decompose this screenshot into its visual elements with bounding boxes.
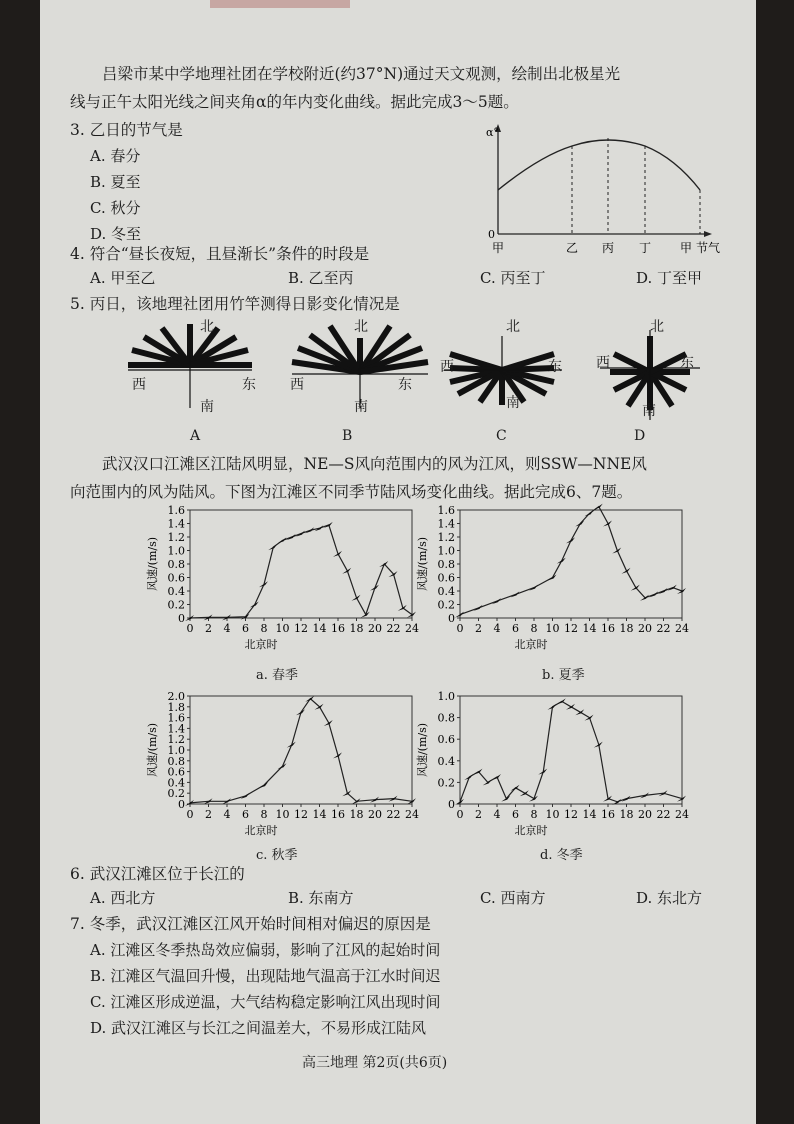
wind-xtick-label-d: 4 (493, 808, 501, 821)
wind-caption-b: b. 夏季 (542, 668, 585, 683)
wind-ytick-label-b: 1.0 (437, 544, 455, 558)
wind-xtick-label-a: 20 (368, 622, 382, 635)
wind-xtick-label-c: 18 (349, 808, 364, 821)
q6-option-b: B. 东南方 (288, 889, 354, 907)
q7-option-c: C. 江滩区形成逆温，大气结构稳定影响江风出现时间 (90, 993, 441, 1011)
wind-ytick-label-c: 0.2 (167, 787, 185, 801)
wind-line-d (460, 701, 682, 801)
wind-ytick-label-b: 0.6 (437, 571, 455, 585)
wind-caption-d: d. 冬季 (540, 848, 583, 863)
wind-vector-b (511, 591, 520, 597)
q6-option-c: C. 西南方 (480, 889, 546, 907)
wind-xtick-label-b: 22 (656, 622, 671, 635)
wind-xtick-label-d: 8 (530, 808, 538, 821)
q7-option-d: D. 武汉江滩区与长江之间温差大，不易形成江陆风 (90, 1019, 427, 1037)
wind-xtick-label-b: 0 (456, 622, 464, 635)
wind-vector-b (659, 588, 668, 594)
q4-option-b: B. 乙至丙 (288, 269, 354, 287)
wind-xlabel-a: 北京时 (244, 638, 278, 651)
wind-xtick-label-c: 12 (294, 808, 308, 821)
alpha-x-label-3: 丁 (639, 241, 652, 255)
wind-vector-b (492, 598, 501, 604)
q3-option-d: D. 冬至 (90, 225, 142, 243)
wind-ytick-label-c: 1.0 (167, 744, 185, 757)
wind-vector-d (483, 779, 492, 785)
wind-vector-a (389, 571, 398, 577)
wind-charts (40, 500, 756, 870)
wind-xtick-label-c: 2 (205, 808, 212, 821)
intro-paragraph-line1: 吕梁市某中学地理社团在学校附近(约37°N)通过天文观测，绘制出北极星光 (102, 65, 621, 83)
wind-xtick-label-b: 20 (638, 622, 652, 635)
wind-ylabel-a: 风速/(m/s) (146, 536, 159, 592)
wind-ytick-label-c: 0.4 (167, 776, 185, 790)
wind-ytick-label-b: 1.6 (437, 504, 455, 517)
diagram-c-east: 东 (548, 359, 562, 375)
wind-vector-b (585, 510, 594, 516)
wind-xtick-label-b: 18 (619, 622, 634, 635)
wind-xtick-label-d: 24 (675, 808, 689, 821)
diagram-b-label: B (342, 428, 353, 444)
wind-xtick-label-d: 12 (564, 808, 578, 821)
wind-ytick-label-d: 0 (448, 798, 455, 811)
wind-xtick-label-d: 20 (638, 808, 652, 821)
wind-ytick-label-a: 1.6 (167, 504, 185, 517)
wind-vector-b (640, 595, 649, 601)
wind-xtick-label-d: 14 (582, 808, 597, 821)
alpha-x-title: 节气 (696, 241, 721, 255)
alpha-x-arrow (704, 231, 712, 237)
diagram-a-east: 东 (242, 377, 256, 393)
question-3-stem: 3. 乙日的节气是 (70, 121, 183, 139)
wind-ytick-label-b: 0.2 (437, 598, 455, 612)
wind-ytick-label-b: 1.4 (437, 517, 455, 531)
wind-line-b (460, 507, 682, 615)
diagram-d-south: 南 (642, 403, 656, 419)
wind-ytick-label-a: 1.0 (167, 544, 185, 558)
wind-ytick-label-d: 0.2 (437, 776, 455, 790)
wind-xtick-label-a: 16 (331, 622, 345, 635)
wind-vector-a (250, 602, 259, 608)
wind-ytick-label-c: 2.0 (167, 690, 185, 703)
wind-line-c (190, 699, 412, 803)
q6-option-d: D. 东北方 (636, 889, 703, 907)
wind-xtick-label-b: 10 (545, 622, 560, 635)
wind-xtick-label-c: 16 (331, 808, 345, 821)
diagram-c-label: C (496, 428, 507, 444)
diagram-b-east: 东 (398, 377, 412, 393)
q7-option-b: B. 江滩区气温回升慢，出现陆地气温高于江水时间迟 (90, 967, 441, 985)
wind-xtick-label-c: 0 (186, 808, 194, 821)
page-edge-mark (210, 0, 350, 8)
wind-ytick-label-c: 1.4 (167, 722, 185, 736)
alpha-origin: 0 (488, 228, 495, 241)
wind-ytick-label-a: 0.8 (167, 558, 185, 571)
wind-ytick-label-a: 1.2 (167, 531, 185, 544)
wind-ylabel-c: 风速/(m/s) (146, 722, 159, 778)
wind-ytick-label-b: 0.8 (437, 558, 455, 571)
question-6-stem: 6. 武汉江滩区位于长江的 (70, 865, 245, 883)
diagram-d-north: 北 (650, 319, 664, 335)
wind-xlabel-c: 北京时 (244, 824, 278, 837)
intro-paragraph-line2: 线与正午太阳光线之间夹角α的年内变化曲线。据此完成3～5题。 (70, 93, 519, 111)
wind-ytick-label-d: 1.0 (437, 690, 455, 703)
wind-xtick-label-c: 10 (275, 808, 290, 821)
wind-ytick-label-c: 0.8 (167, 754, 185, 768)
wind-ytick-label-a: 1.4 (167, 517, 185, 531)
wind-frame-d (460, 696, 682, 804)
wind-vector-a (296, 531, 305, 537)
q4-option-c: C. 丙至丁 (480, 269, 546, 287)
wind-ytick-label-a: 0 (178, 612, 185, 625)
alpha-x-label-2: 丙 (602, 241, 615, 255)
wind-xtick-label-a: 14 (312, 622, 327, 635)
wind-xtick-label-b: 2 (475, 622, 482, 635)
wind-xtick-label-c: 22 (386, 808, 401, 821)
wind-frame-b (460, 510, 682, 618)
wind-xtick-label-c: 8 (260, 808, 268, 821)
wind-ytick-label-c: 1.2 (167, 733, 185, 747)
wind-xtick-label-d: 2 (475, 808, 482, 821)
wind-xlabel-b: 北京时 (514, 638, 548, 651)
wind-xtick-label-d: 10 (545, 808, 560, 821)
diagram-d-west: 西 (596, 355, 610, 371)
question-7-stem: 7. 冬季，武汉江滩区江风开始时间相对偏迟的原因是 (70, 915, 431, 933)
question-4-stem: 4. 符合“昼长夜短，且昼渐长”条件的时段是 (70, 245, 370, 263)
wind-ytick-label-c: 1.8 (167, 700, 185, 714)
diagram-b-north: 北 (354, 319, 368, 335)
question-5-stem: 5. 丙日，该地理社团用竹竿测得日影变化情况是 (70, 295, 400, 313)
wind-caption-c: c. 秋季 (256, 848, 298, 863)
wind-vector-b (529, 585, 538, 591)
q6-option-a: A. 西北方 (90, 889, 156, 907)
wind-ytick-label-c: 0 (178, 798, 185, 811)
wind-ytick-label-b: 1.2 (437, 531, 455, 544)
wind-ytick-label-d: 0.8 (437, 711, 455, 725)
wind-xtick-label-a: 2 (205, 622, 212, 635)
wind-xtick-label-c: 14 (312, 808, 327, 821)
wind-xtick-label-a: 8 (260, 622, 268, 635)
wind-xtick-label-d: 6 (512, 808, 519, 821)
intro2-line1: 武汉汉口江滩区江陆风明显，NE—S风向范围内的风为江风，则SSW—NNE风 (102, 455, 647, 473)
wind-ytick-label-a: 0.6 (167, 571, 185, 585)
wind-ytick-label-c: 0.6 (167, 765, 185, 779)
wind-xlabel-d: 北京时 (514, 824, 548, 837)
wind-ylabel-d: 风速/(m/s) (416, 722, 429, 778)
wind-ytick-label-a: 0.4 (167, 585, 185, 598)
wind-xtick-label-a: 24 (405, 622, 419, 635)
diagram-c-north: 北 (506, 319, 520, 335)
wind-chart-d (415, 690, 689, 837)
wind-xtick-label-a: 6 (242, 622, 249, 635)
page-footer: 高三地理 第2页(共6页) (302, 1055, 448, 1071)
wind-vector-c (278, 763, 287, 769)
q4-option-a: A. 甲至乙 (90, 269, 156, 287)
wind-ytick-label-b: 0.4 (437, 585, 455, 598)
wind-ytick-label-d: 0.6 (437, 733, 455, 747)
q3-option-c: C. 秋分 (90, 199, 141, 217)
wind-vector-a (287, 534, 296, 540)
wind-vector-b (474, 605, 483, 611)
wind-xtick-label-a: 0 (186, 622, 194, 635)
wind-vector-c (241, 793, 250, 799)
wind-xtick-label-d: 18 (619, 808, 634, 821)
q7-option-a: A. 江滩区冬季热岛效应偏弱，影响了江风的起始时间 (90, 941, 441, 959)
wind-chart-c (145, 690, 419, 837)
wind-chart-b (415, 504, 689, 651)
wind-xtick-label-d: 16 (601, 808, 615, 821)
wind-chart-a (145, 504, 419, 651)
wind-xtick-label-b: 12 (564, 622, 578, 635)
wind-xtick-label-a: 10 (275, 622, 290, 635)
wind-vector-b (668, 585, 677, 591)
wind-caption-a: a. 春季 (256, 668, 299, 683)
diagram-a-west: 西 (132, 377, 146, 393)
q4-option-d: D. 丁至甲 (636, 269, 703, 287)
alpha-y-label: α° (486, 126, 499, 139)
wind-ytick-label-d: 0.4 (437, 754, 455, 768)
wind-ytick-label-b: 0 (448, 612, 455, 625)
wind-xtick-label-a: 4 (223, 622, 231, 635)
diagram-c-south: 南 (506, 395, 520, 411)
wind-ytick-label-c: 1.6 (167, 711, 185, 725)
alpha-x-label-4: 甲 (680, 241, 693, 255)
diagram-b-west: 西 (290, 377, 304, 393)
wind-xtick-label-b: 8 (530, 622, 538, 635)
alpha-x-label-0: 甲 (492, 241, 505, 255)
wind-ylabel-b: 风速/(m/s) (416, 536, 429, 592)
wind-xtick-label-c: 6 (242, 808, 249, 821)
wind-xtick-label-c: 20 (368, 808, 382, 821)
diagram-a-south: 南 (200, 399, 214, 415)
wind-xtick-label-b: 6 (512, 622, 519, 635)
wind-xtick-label-b: 4 (493, 622, 501, 635)
wind-xtick-label-d: 22 (656, 808, 671, 821)
intro2-line2: 向范围内的风为陆风。下图为江滩区不同季节陆风场变化曲线。据此完成6、7题。 (70, 483, 633, 501)
alpha-curve (498, 140, 700, 190)
wind-line-a (190, 525, 412, 618)
diagram-d-east: 东 (680, 355, 694, 371)
alpha-curve-chart (460, 120, 730, 260)
diagram-c-west: 西 (440, 359, 454, 375)
wind-xtick-label-b: 14 (582, 622, 597, 635)
wind-xtick-label-b: 16 (601, 622, 615, 635)
wind-xtick-label-a: 18 (349, 622, 364, 635)
wind-xtick-label-a: 22 (386, 622, 401, 635)
diagram-b-south: 南 (354, 399, 368, 415)
wind-vector-b (649, 591, 658, 597)
wind-frame-a (190, 510, 412, 618)
diagram-d-label: D (634, 428, 646, 444)
wind-xtick-label-c: 4 (223, 808, 231, 821)
diagram-a-label: A (190, 428, 201, 444)
diagram-a-north: 北 (200, 319, 214, 335)
wind-xtick-label-c: 24 (405, 808, 419, 821)
q3-option-a: A. 春分 (90, 147, 141, 165)
exam-page (40, 0, 756, 1124)
wind-xtick-label-d: 0 (456, 808, 464, 821)
alpha-x-label-1: 乙 (566, 241, 579, 255)
q3-option-b: B. 夏至 (90, 173, 141, 191)
wind-xtick-label-a: 12 (294, 622, 308, 635)
wind-ytick-label-a: 0.2 (167, 598, 185, 612)
wind-xtick-label-b: 24 (675, 622, 689, 635)
